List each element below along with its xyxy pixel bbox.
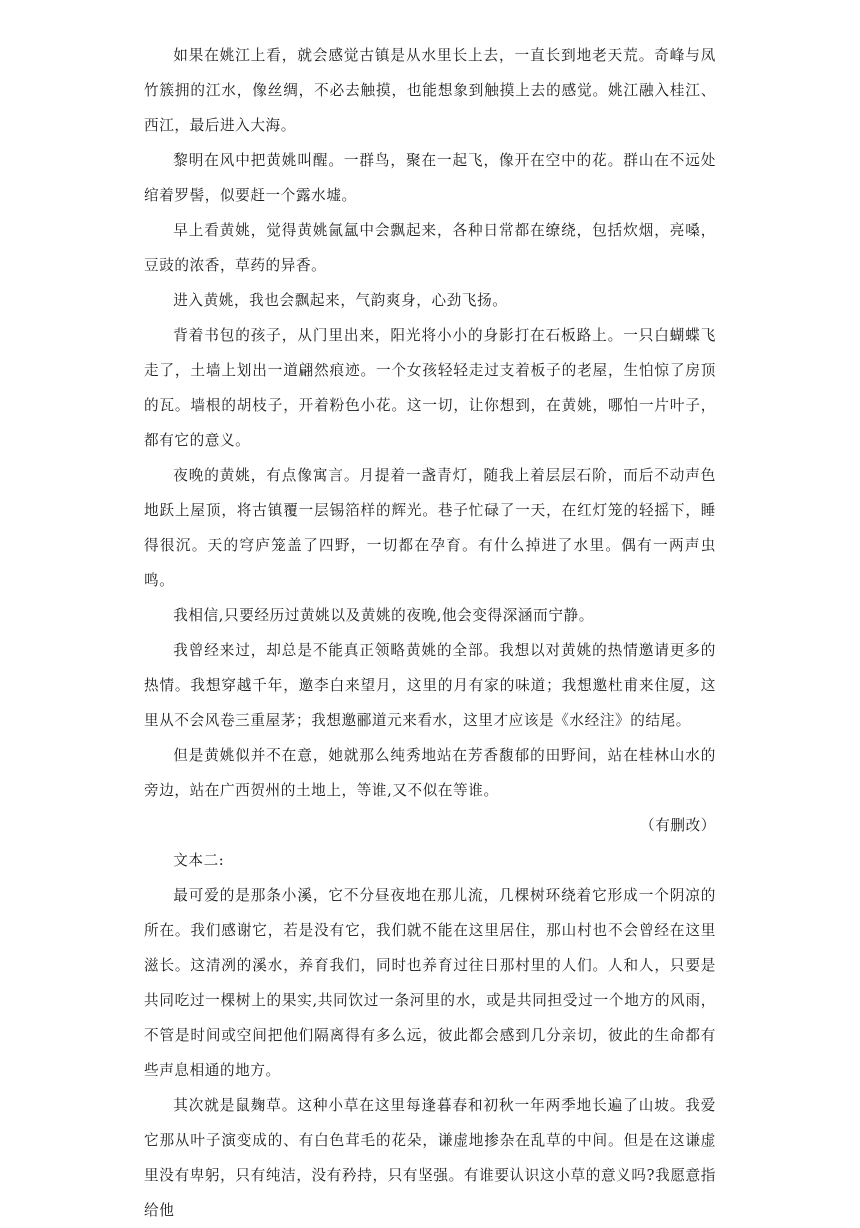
paragraph: 夜晚的黄姚，有点像寓言。月提着一盏青灯，随我上着层层石阶，而后不动声色地跃上屋顶，将古镇覆一层锡箔样的辉光。巷子忙碌了一天，在红灯笼的轻摇下，睡得很沉。天的穹庐笼盖了四野，一切都在孕育。有什么掉进了水里。偶有一两声虫鸣。	[144, 467, 716, 589]
source-note: （有删改）	[640, 817, 716, 834]
paragraph: 我曾经来过，却总是不能真正领略黄姚的全部。我想以对黄姚的热情邀请更多的热情。我想穿越千年，邀李白来望月，这里的月有家的味道；我想邀杜甫来住厦，这里从不会风卷三重屋茅；我想邀郦道元来看水，这里才应该是《水经注》的结尾。	[144, 642, 716, 729]
section-heading: 文本二:	[173, 852, 225, 869]
paragraph: 但是黄姚似并不在意，她就那么纯秀地站在芳香馥郁的田野间，站在桂林山水的旁边，站在广西贺州的土地上，等谁,又不似在等谁。	[144, 747, 716, 799]
paragraph: 其次就是鼠麹草。这种小草在这里每逢暮春和初秋一年两季地长遍了山坡。我爱它那从叶子演变成的、有白色茸毛的花朵，谦虚地掺杂在乱草的中间。但是在这谦虚里没有卑躬，只有纯洁，没有矜持，只有坚强。有谁要认识这小草的意义吗?我愿意指给他	[144, 1097, 716, 1219]
paragraph: 最可爱的是那条小溪，它不分昼夜地在那儿流，几棵树环绕着它形成一个阴凉的所在。我们感谢它，若是没有它，我们就不能在这里居住，那山村也不会曾经在这里滋长。这清冽的溪水，养育我们，同时也养育过往日那村里的人们。人和人，只要是共同吃过一棵树上的果实,共同饮过一条河里的水，或是共同担受过一个地方的风雨，不管是时间或空间把他们隔离得有多么远，彼此都会感到几分亲切，彼此的生命都有些声息相通的地方。	[144, 887, 716, 1079]
document-page	[144, 38, 716, 1228]
text-two	[144, 843, 716, 1228]
paragraph: 进入黄姚，我也会飘起来，气韵爽身，心劲飞扬。	[173, 292, 508, 309]
paragraph: 早上看黄姚，觉得黄姚氤氲中会飘起来，各种日常都在缭绕，包括炊烟，亮嗓，豆豉的浓香，草药的异香。	[144, 222, 716, 274]
text-one	[144, 38, 716, 843]
paragraph: 黎明在风中把黄姚叫醒。一群鸟，聚在一起飞，像开在空中的花。群山在不远处绾着罗髻，似要赶一个露水墟。	[144, 152, 716, 204]
paragraph: 背着书包的孩子，从门里出来，阳光将小小的身影打在石板路上。一只白蝴蝶飞走了，土墙上划出一道翩然痕迹。一个女孩轻轻走过支着板子的老屋，生怕惊了房顶的瓦。墙根的胡枝子，开着粉色小花。这一切，让你想到，在黄姚，哪怕一片叶子，都有它的意义。	[144, 327, 716, 449]
paragraph: 如果在姚江上看，就会感觉古镇是从水里长上去，一直长到地老天荒。奇峰与凤竹簇拥的江水，像丝绸，不必去触摸，也能想象到触摸上去的感觉。姚江融入桂江、西江，最后进入大海。	[144, 47, 716, 134]
paragraph: 我相信,只要经历过黄姚以及黄姚的夜晚,他会变得深涵而宁静。	[173, 607, 594, 624]
